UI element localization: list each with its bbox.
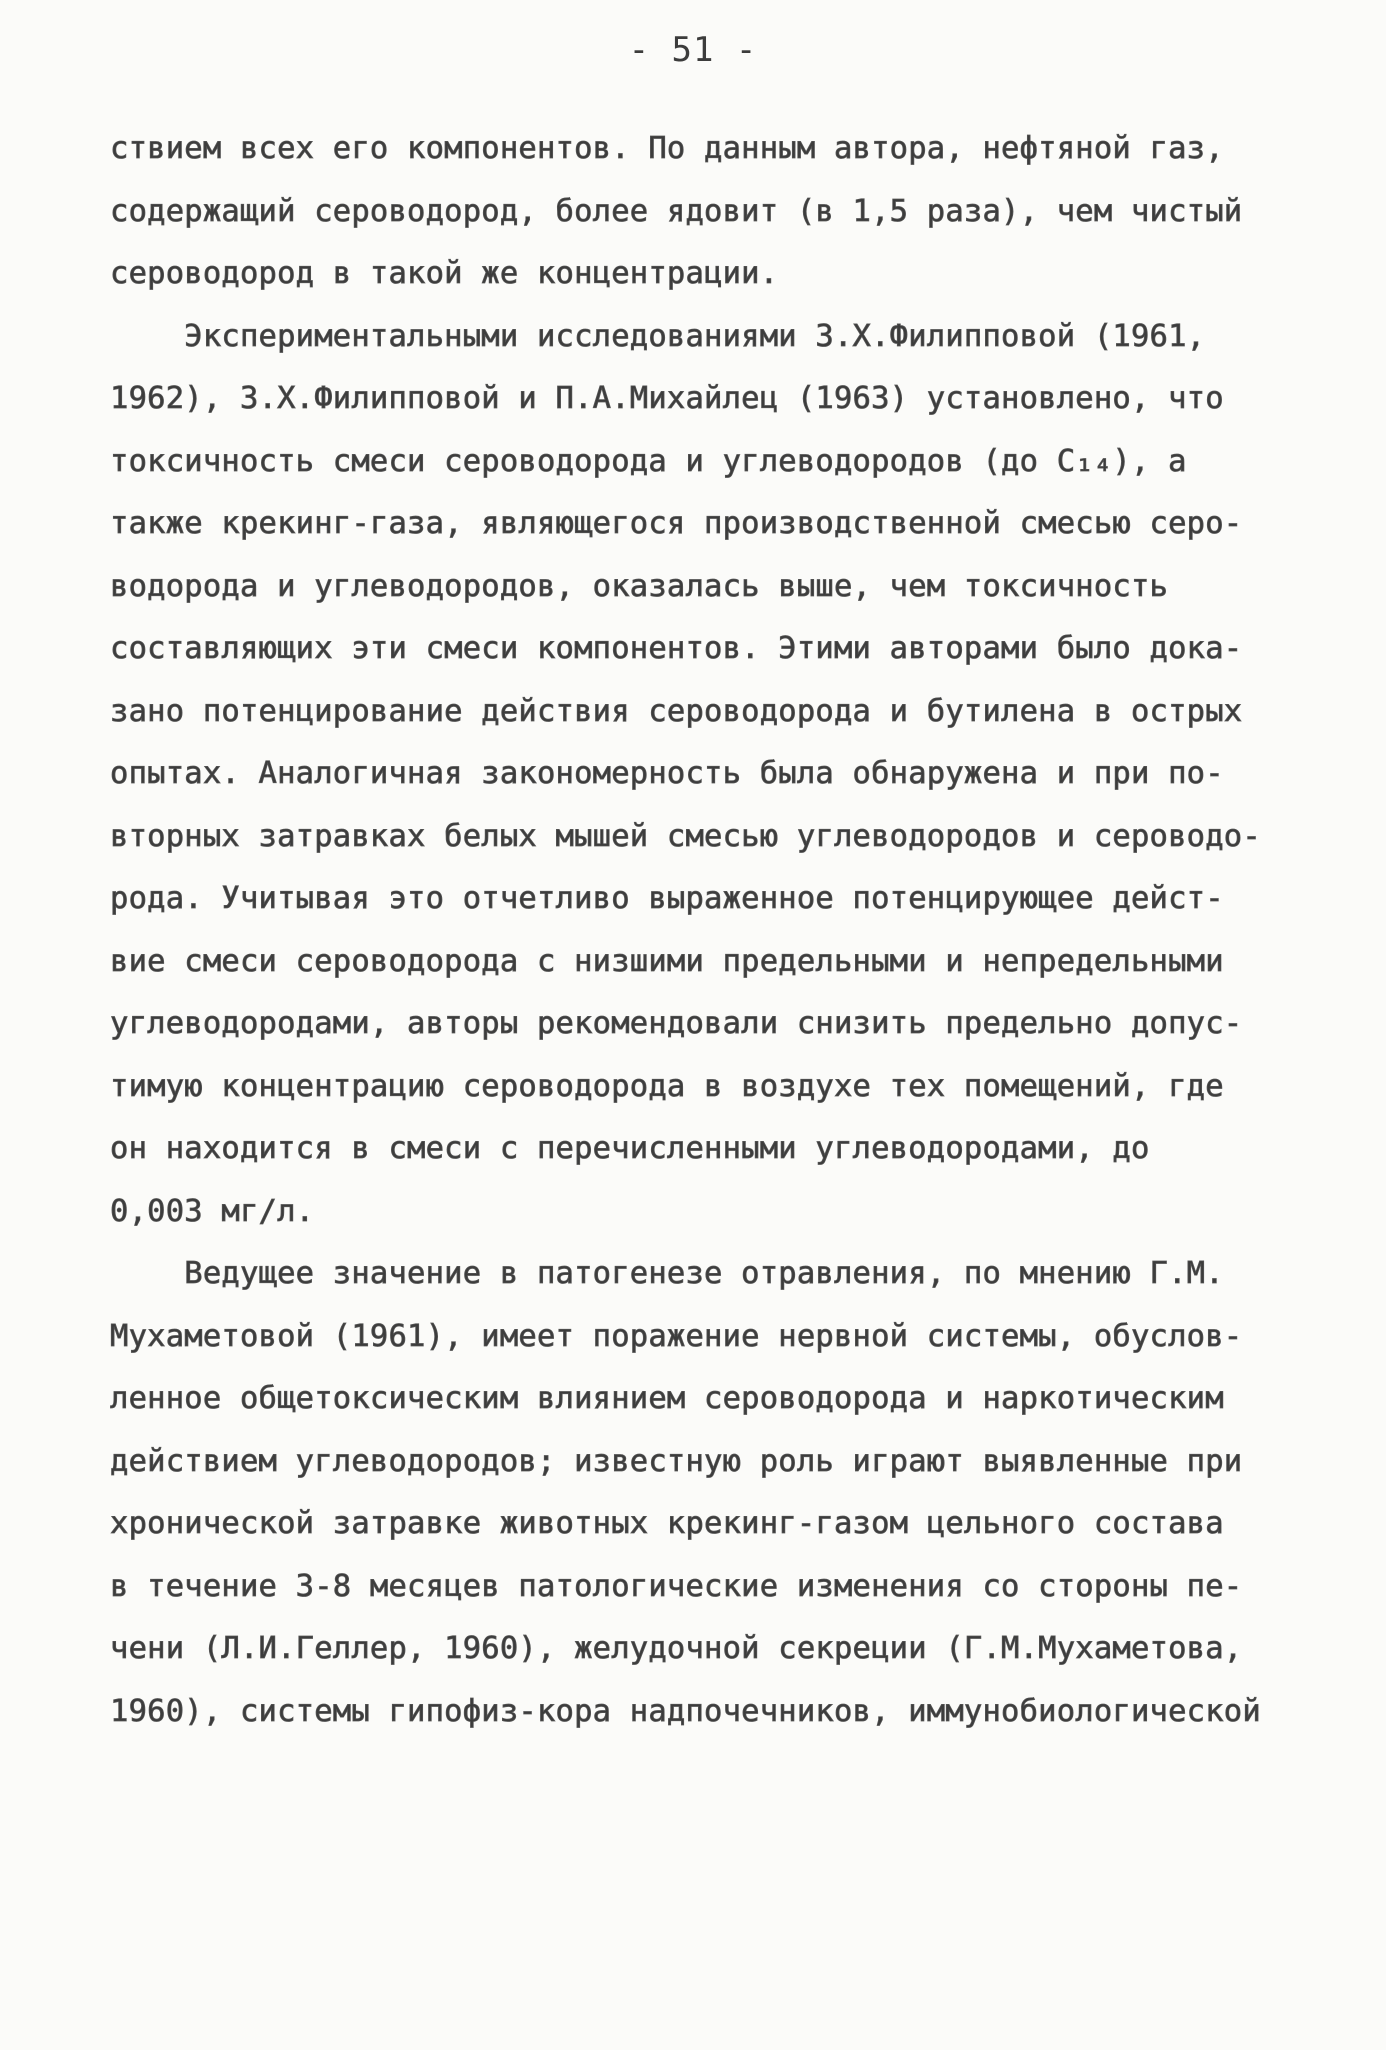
body-text [110, 118, 1310, 1743]
text-line: вие смеси сероводорода с низшими предельными и непредельными [110, 943, 1224, 979]
text-line: тимую концентрацию сероводорода в воздухе тех помещений, где [110, 1068, 1224, 1104]
text-line: в течение 3-8 месяцев патологические изменения со стороны пе- [110, 1568, 1243, 1604]
text-line: Мухаметовой (1961), имеет поражение нервной системы, обуслов- [110, 1318, 1243, 1354]
text-line: ствием всех его компонентов. По данным автора, нефтяной газ, [110, 131, 1224, 166]
text-line: углеводородами, авторы рекомендовали снизить предельно допус- [110, 1006, 1243, 1041]
text-line: ленное общетоксическим влиянием сероводорода и наркотическим [110, 1381, 1224, 1416]
text-line: 1962), З.Х.Филипповой и П.А.Михайлец (1963) установлено, что [110, 381, 1224, 416]
text-line: чени (Л.И.Геллер, 1960), желудочной секреции (Г.М.Мухаметова, [110, 1631, 1243, 1666]
text-line: он находится в смеси с перечисленными углеводородами, до [110, 1131, 1150, 1166]
text-line: рода. Учитывая это отчетливо выраженное потенцирующее дейст- [110, 881, 1224, 916]
text-line: Ведущее значение в патогенезе отравления, по мнению Г.М. [110, 1256, 1224, 1291]
text-line: хронической затравке животных крекинг-газом цельного состава [110, 1506, 1224, 1541]
page-number: - 51 - [628, 30, 758, 70]
text-line: сероводород в такой же концентрации. [110, 256, 779, 291]
text-line: составляющих эти смеси компонентов. Этими авторами было дока- [110, 631, 1243, 666]
text-line: опытах. Аналогичная закономерность была обнаружена и при по- [110, 756, 1224, 791]
text-line: водорода и углеводородов, оказалась выше, чем токсичность [110, 568, 1169, 604]
text-line: Экспериментальными исследованиями З.Х.Филипповой (1961, [110, 318, 1206, 354]
text-line: 1960), системы гипофиз-кора надпочечников, иммунобиологической [110, 1693, 1261, 1729]
text-line: вторных затравках белых мышей смесью углеводородов и сероводо- [110, 818, 1261, 854]
text-line: содержащий сероводород, более ядовит (в 1,5 раза), чем чистый [110, 193, 1243, 229]
text-line: также крекинг-газа, являющегося производственной смесью серо- [110, 506, 1243, 541]
text-line: зано потенцирование действия сероводорода и бутилена в острых [110, 693, 1243, 729]
text-line: 0,003 мг/л. [110, 1193, 315, 1229]
text-line: действием углеводородов; известную роль играют выявленные при [110, 1443, 1243, 1479]
text-line: токсичность смеси сероводорода и углеводородов (до C₁₄), а [110, 443, 1187, 479]
